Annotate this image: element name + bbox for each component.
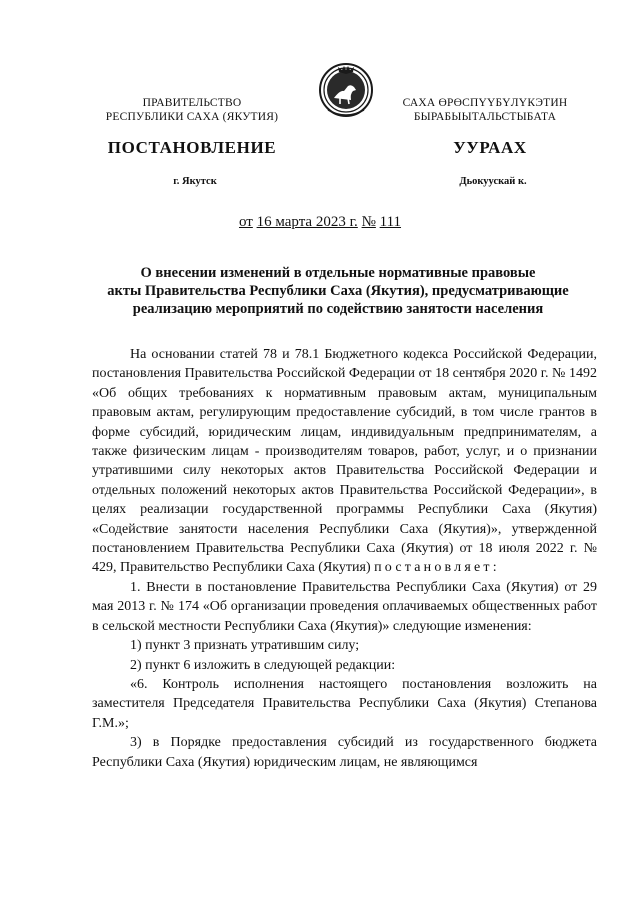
number-label: №: [361, 214, 376, 230]
title-line: О внесении изменений в отдельные нормативные правовые: [140, 265, 536, 281]
document-date: 16 марта 2023 г.: [256, 214, 358, 230]
title-line: акты Правительства Республики Саха (Якутия), предусматривающие: [107, 283, 569, 299]
item-paragraph: 2) пункт 6 изложить в следующей редакции:: [130, 657, 396, 673]
city-yakut: Дьокуускай к.: [459, 176, 527, 187]
document-body: [92, 345, 597, 772]
city-russian: г. Якутск: [173, 176, 217, 187]
document-number: 111: [379, 214, 402, 230]
document-title: [88, 264, 588, 318]
title-line: реализацию мероприятий по содействию занятости населения: [132, 301, 544, 317]
doc-type-yakut: УУРААХ: [453, 138, 527, 157]
preamble-paragraph: [92, 345, 597, 578]
item-paragraph: 3) в Порядке предоставления субсидий из государственного бюджета Республики Саха (Якутия) юридическим лицам, не являющимся: [92, 735, 597, 770]
quote-paragraph: «6. Контроль исполнения настоящего постановления возложить на заместителя Председателя Правительства Республики Саха (Якутия) Степанова Г.М.»;: [92, 676, 597, 731]
preamble-text: На основании статей 78 и 78.1 Бюджетного кодекса Российской Федерации, постановления Правительства Российской Федерации от 18 сентября 2020 г. № 1492 «Об общих требованиях к нормативным правовым актам, муниципальным правовым актам, регулирующим предоставление субсидий, в том числе грантов в форме субсидий, юридическим лицам, индивидуальным предпринимателям, а также физическим лицам - производителям товаров, работ, услуг, и о признании утратившими силу некоторых актов Правительства Российской Федерации и отдельных положений некоторых актов Правительства Российской Федерации», в целях реализации государственной программы Республики Саха (Якутия) «Содействие занятости населения Республики Саха (Якутия)», утвержденной постановлением Правительства Республики Саха (Якутия) от 18 июля 2022 г. № 429, Правительство Республики Саха (Якутия): [92, 347, 597, 576]
item-paragraph: 1) пункт 3 признать утратившим силу;: [130, 638, 360, 654]
resolves-word: постановляет:: [374, 560, 500, 576]
org-name-line: БЫРАБЫЫТАЛЬСТЫБАТА: [413, 111, 557, 123]
item-paragraph: 1. Внести в постановление Правительства Республики Саха (Якутия) от 29 мая 2013 г. № 174 «Об организации проведения оплачиваемых общественных работ в сельской местности Республики Саха (Якутия)» следующие изменения:: [92, 579, 597, 634]
doc-type-russian: ПОСТАНОВЛЕНИЕ: [107, 138, 277, 157]
coat-of-arms-icon: [318, 60, 374, 122]
org-name-line: САХА ӨРӨСПҮҮБҮЛҮКЭТИН: [402, 97, 568, 109]
org-name-line: ПРАВИТЕЛЬСТВО: [142, 97, 242, 109]
org-name-line: РЕСПУБЛИКИ САХА (ЯКУТИЯ): [105, 111, 279, 123]
org-name-yakut: [380, 96, 590, 124]
date-prefix: от: [238, 214, 253, 230]
org-name-russian: [92, 96, 292, 124]
date-line: [0, 214, 640, 231]
